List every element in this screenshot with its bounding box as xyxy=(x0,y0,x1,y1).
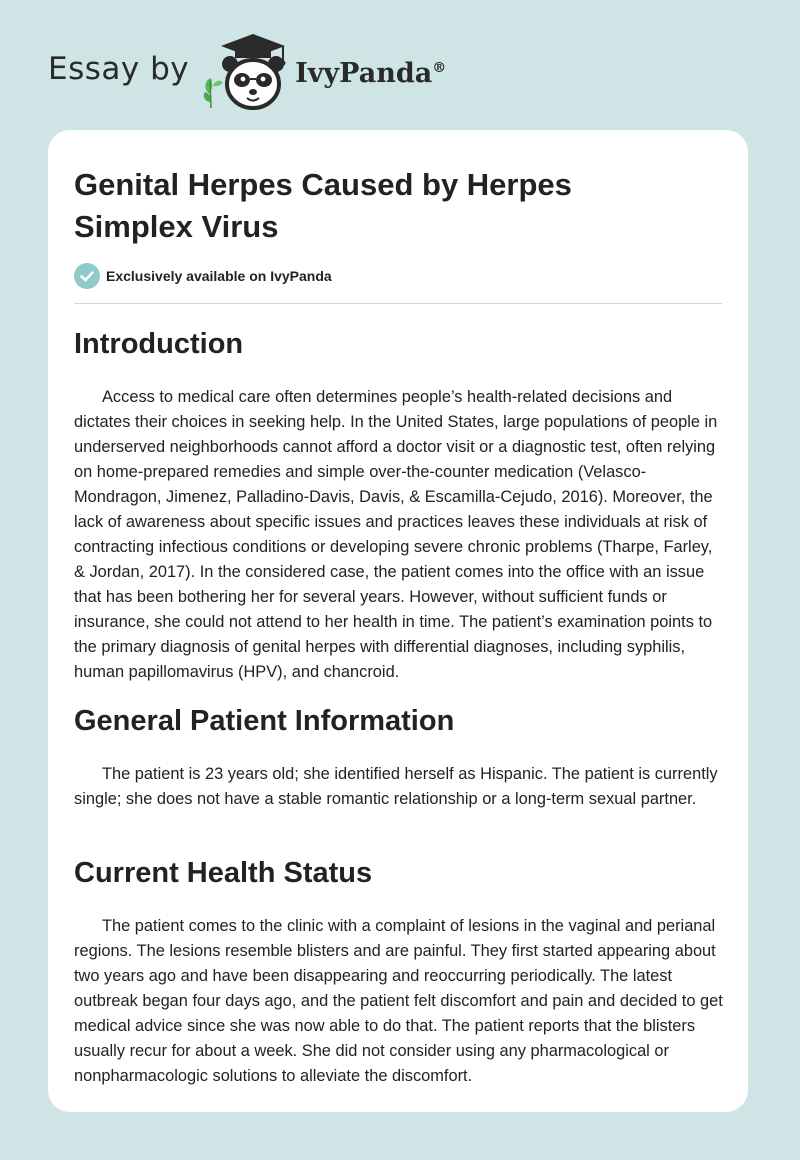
panda-mascot-icon xyxy=(199,32,291,112)
logo-wordmark: IvyPanda® xyxy=(295,57,447,89)
check-circle-icon xyxy=(74,263,100,289)
section-heading-introduction: Introduction xyxy=(74,328,244,360)
exclusive-badge xyxy=(74,262,332,290)
site-logo[interactable] xyxy=(48,32,446,112)
section-heading-general-patient-information: General Patient Information xyxy=(74,705,455,737)
logo-prefix: Essay by xyxy=(48,51,190,87)
page-title: Genital Herpes Caused by Herpes Simplex Virus xyxy=(74,167,572,244)
section-body-current-health-status: The patient comes to the clinic with a complaint of lesions in the vaginal and perianal regions. The lesions resemble blisters and are painful. They first started appearing about two years ago and have been disappearing and reoccurring periodically. The latest outbreak began four days ago, and the patient felt discomfort and pain and decided to get medical advice since she was now able to do that. The patient reports that the blisters usually recur for about a week. She did not consider using any pharmacological or nonpharmacologic solutions to alleviate the discomfort. xyxy=(74,917,723,1085)
section-heading-current-health-status: Current Health Status xyxy=(74,857,373,889)
essay-card xyxy=(48,130,748,1112)
section-body-general-patient-information: The patient is 23 years old; she identified herself as Hispanic. The patient is currently single; she does not have a stable romantic relationship or a long-term sexual partner. xyxy=(74,765,718,808)
ivy-leaf-icon xyxy=(204,78,223,108)
exclusive-badge-label: Exclusively available on IvyPanda xyxy=(106,268,332,284)
divider xyxy=(74,303,722,304)
section-body-introduction: Access to medical care often determines people’s health-related decisions and dictates their choices in seeking help. In the United States, large populations of people in underserved neighborhoods cannot afford a doctor visit or a diagnostic test, often relying on home-prepared remedies and simple over-the-counter medication (Velasco-Mondragon, Jimenez, Palladino-Davis, Davis, & Escamilla-Cejudo, 2016). Moreover, the lack of awareness about specific issues and practices leaves these individuals at risk of contracting infectious conditions or developing severe chronic problems (Tharpe, Farley, & Jordan, 2017). In the considered case, the patient comes into the office with an issue that has been bothering her for several years. However, without sufficient funds or insurance, she could not attend to her health in time. The patient’s examination points to the primary diagnosis of genital herpes with differential diagnoses, including syphilis, human papillomavirus (HPV), and chancroid. xyxy=(74,388,718,681)
